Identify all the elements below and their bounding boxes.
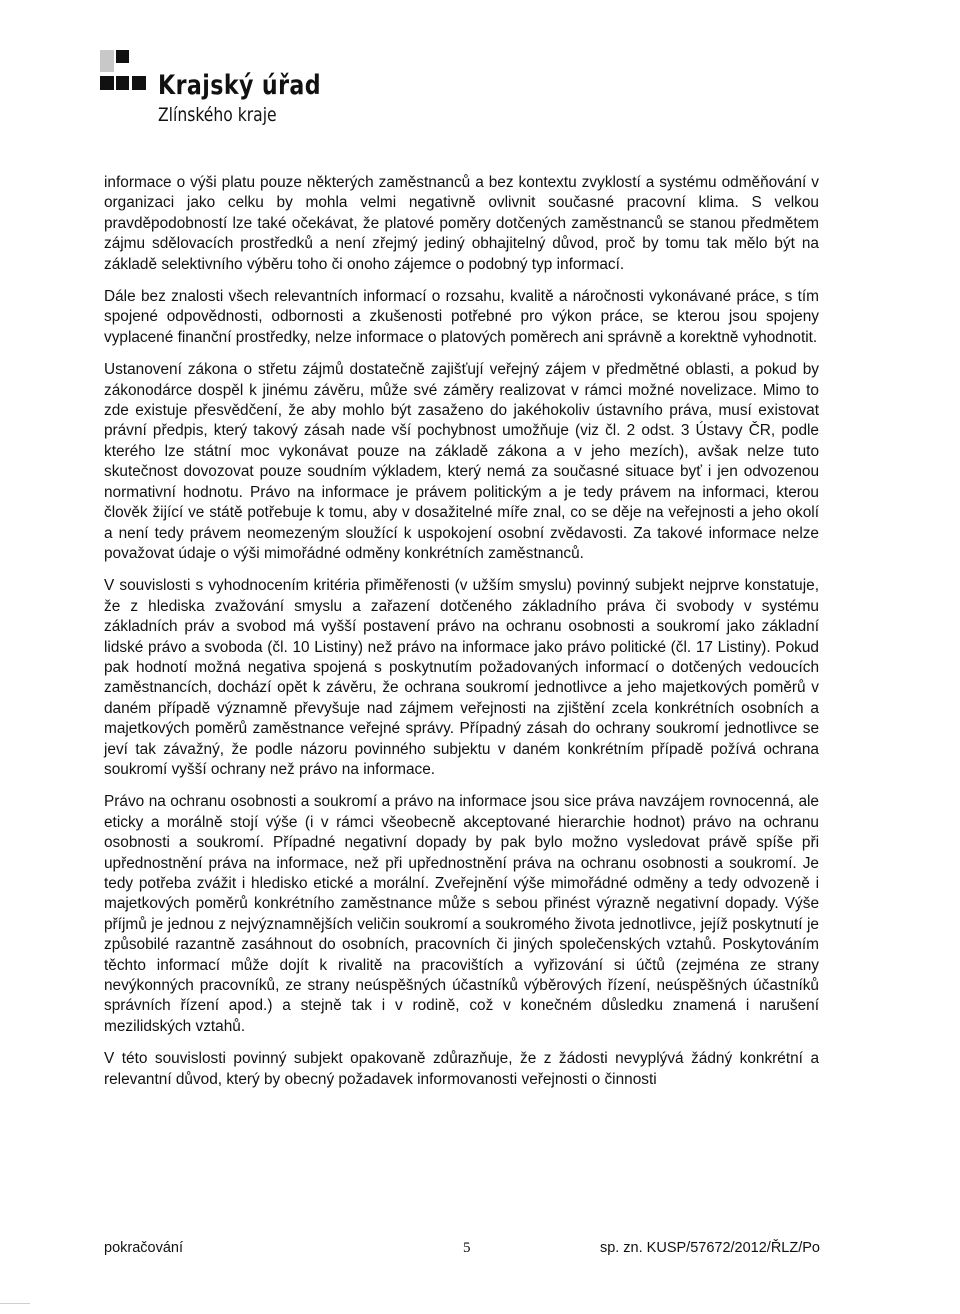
logo-square-bottom-mid [116,76,129,90]
scan-edge-mark [0,1303,30,1304]
reference-number: sp. zn. KUSP/57672/2012/ŘLZ/Po [599,1240,820,1256]
page-number: 5 [463,1240,471,1256]
footer-continuation: pokračování [104,1240,183,1256]
logo-square-light [100,50,114,72]
logo-title: Krajský úřad [158,70,322,101]
logo-square-bottom-left [100,76,114,90]
logo-square-bottom-right [132,76,146,90]
paragraph-2: Dále bez znalosti všech relevantních informací o rozsahu, kvalitě a náročnosti vykonávané práce, s tím spojené odpovědnosti, odbornosti a zkušenosti potřebné pro výkon práce, se kterou jsou spojeny vyplacené finanční prostředky, nelze informace o platových poměrech ani správně a korektně vyhodnotit. [104,288,819,346]
logo [82,44,322,124]
paragraph-3: Ustanovení zákona o střetu zájmů dostatečně zajišťují veřejný zájem v předmětné oblasti, a pokud by zákonodárce dospěl k jinému závěru, může své záměry realizovat v rámci možné novelizace. Mimo to zde existuje přesvědčení, že aby mohlo být zasaženo do jakéhokoliv ústavního práva, musí existovat právní předpis, který takový zásah nade vší pochybnost umožňuje (viz čl. 2 odst. 3 Ústavy ČR, podle kterého lze státní moc vykonávat pouze na základě zákona a v jeho mezích), avšak nelze tuto skutečnost dovozovat pouze soudním výkladem, který nemá za současné situace byť i jen odvozenou normativní hodnotu. Právo na informace je právem politickým a je tedy právem na informaci, kterou člověk žijící ve státě potřebuje k tomu, aby v dosažitelné míře znal, co se děje na veřejnosti a jeho okolí a není tedy právem neomezeným sloužící k uspokojení osobní zvědavosti. Za takové informace nelze považovat údaje o výši mimořádné odměny konkrétních zaměstnanců. [104,361,819,562]
paragraph-1: informace o výši platu pouze některých zaměstnanců a bez kontextu zvyklostí a systému odměňování v organizaci jako celku by mohla velmi negativně ovlivnit současné pracovní klima. S velkou pravděpodobností lze také očekávat, že platové poměry dotčených zaměstnanců se stanou předmětem zájmu sdělovacích prostředků a není zřejmý jediný obhajitelný důvod, proč by tomu tak mělo být na základě selektivního výběru toho či onoho zájemce o podobný typ informací. [104,174,819,273]
paragraph-6: V této souvislosti povinný subjekt opakovaně zdůrazňuje, že z žádosti nevyplývá žádný konkrétní a relevantní důvod, který by obecný požadavek informovanosti veřejnosti o činnosti [104,1050,819,1088]
page-footer [104,1240,820,1262]
logo-subtitle: Zlínského kraje [158,104,277,126]
paragraph-5: Právo na ochranu osobnosti a soukromí a právo na informace jsou sice práva navzájem rovnocenná, ale eticky a morálně stojí výše (i v rámci všeobecně akceptované hierarchie hodnot) právo na ochranu osobnosti a soukromí. Případné negativní dopady by pak bylo možno vysledovat právě spíše při upřednostnění práva na informace, než při upřednostnění práva na ochranu osobnosti a soukromí. Je tedy potřeba zvážit i hledisko etické a morální. Zveřejnění výše mimořádné odměny a tedy odvozeně i majetkových poměrů konkrétního zaměstnance může s sebou přinést výrazně negativní dopady. Výše příjmů je jednou z nejvýznamnějších veličin soukromí a soukromého života jednotlivce, jejíž poskytnutí je způsobilé razantně zasáhnout do osobních, pracovních či jiných společenských vztahů. Poskytováním těchto informací může dojít k rivalitě na pracovištích a vyřizování si účtů (zejména ze strany nevýkonných pracovníků, ze strany neúspěšných účastníků výběrových řízení, neúspěšných účastníků správních řízení apod.) a stejně tak i v rodině, což v konečném důsledku znamená i narušení mezilidských vztahů. [104,793,819,1035]
paragraph-4: V souvislosti s vyhodnocením kritéria přiměřenosti (v užším smyslu) povinný subjekt nejprve konstatuje, že z hlediska zvažování smyslu a zařazení dotčeného základního práva či svobody v systému základních práv a svobod má vyšší postavení právo na ochranu osobnosti a soukromí jako základní lidské právo a svoboda (čl. 10 Listiny) než právo na informace jako právo politické (čl. 17 Listiny). Pokud pak hodnotí možná negativa spojená s poskytnutím požadovaných informací o dotčených vedoucích zaměstnancích, dochází opět k závěru, že ochrana soukromí jednotlivce a jeho majetkových poměrů v daném případě významně převyšuje nad zájmem veřejnosti na zjištění zcela konkrétních osobních a majetkových poměrů zaměstnance veřejné správy. Případný zásah do ochrany soukromí jednotlivce se jeví tak závažný, že podle názoru povinného subjektu v daném konkrétním případě požívá ochrana soukromí vyšší ochrany než právo na informace. [104,577,819,778]
logo-square-top [116,50,129,63]
document-body [104,173,819,1102]
